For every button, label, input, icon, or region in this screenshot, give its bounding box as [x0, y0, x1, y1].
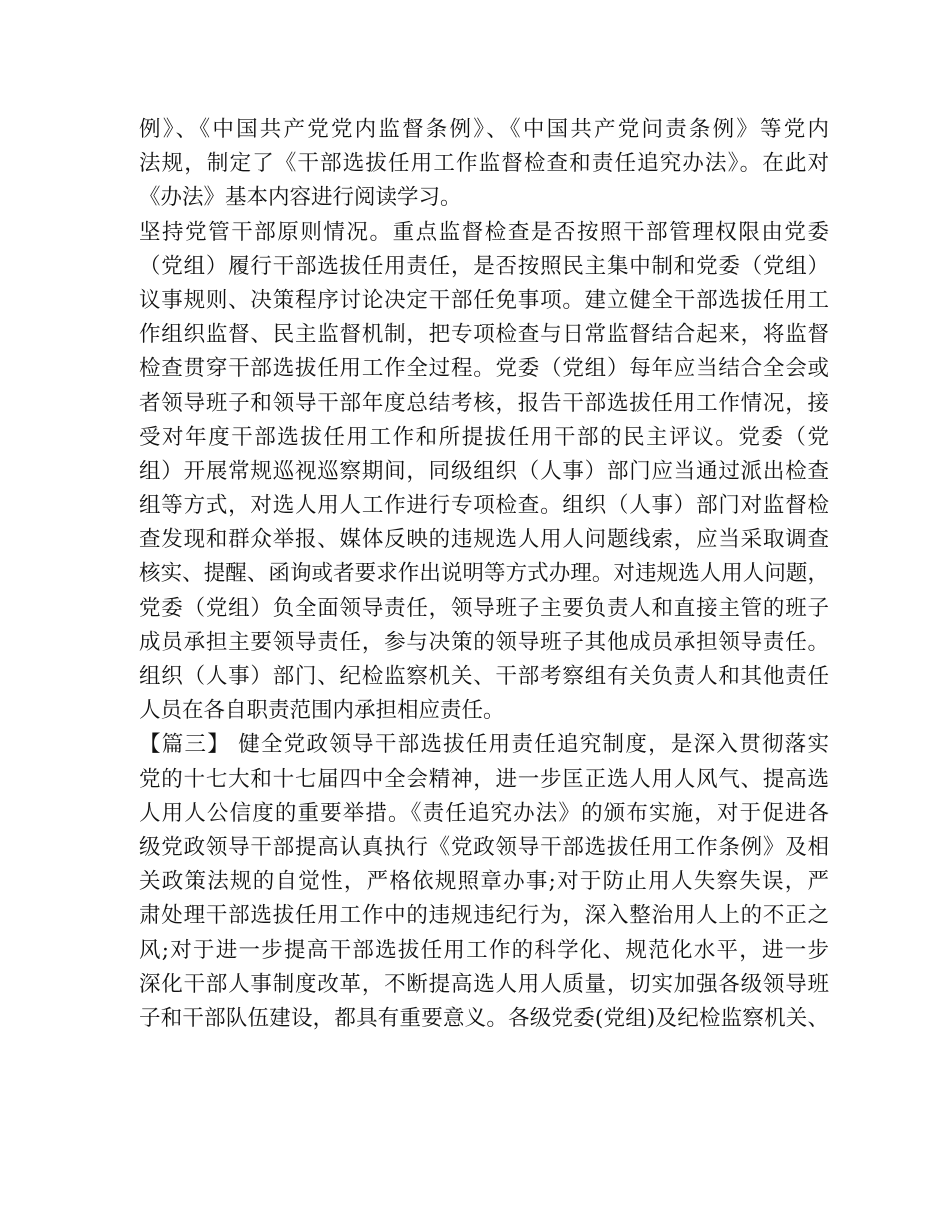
section-heading-line: 【篇三】 健全党政领导干部选拔任用责任追究制度，是深入贯彻落实 — [139, 732, 829, 758]
text-line: 查发现和群众举报、媒体反映的违规选人用人问题线索，应当采取调查 — [139, 527, 829, 553]
text-line: 肃处理干部选拔任用工作中的违规违纪行为，深入整治用人上的不正之 — [139, 903, 829, 929]
text-line: 例》、《中国共产党党内监督条例》、《中国共产党问责条例》等党内 — [139, 117, 829, 142]
text-line: 深化干部人事制度改革，不断提高选人用人质量，切实加强各级领导班 — [139, 971, 829, 997]
text-line: 核实、提醒、函询或者要求作出说明等方式办理。对违规选人用人问题， — [139, 561, 829, 587]
text-line: 级党政领导干部提高认真执行《党政领导干部选拔任用工作条例》及相 — [139, 834, 829, 860]
text-line: 检查贯穿干部选拔任用工作全过程。党委（党组）每年应当结合全会或 — [139, 356, 829, 382]
text-line: 受对年度干部选拔任用工作和所提拔任用干部的民主评议。党委（党 — [139, 424, 829, 450]
text-line: 组等方式，对选人用人工作进行专项检查。组织（人事）部门对监督检 — [139, 493, 829, 519]
text-line: 组）开展常规巡视巡察期间，同级组织（人事）部门应当通过派出检查 — [139, 458, 829, 484]
text-line: （党组）履行干部选拔任用责任，是否按照民主集中制和党委（党组） — [139, 253, 829, 279]
text-line: 成员承担主要领导责任，参与决策的领导班子其他成员承担领导责任。 — [139, 629, 829, 655]
text-line: 者领导班子和领导干部年度总结考核，报告干部选拔任用工作情况，接 — [139, 390, 829, 416]
text-line: 法规，制定了《干部选拔任用工作监督检查和责任追究办法》。在此对 — [139, 151, 829, 177]
text-line: 坚持党管干部原则情况。重点监督检查是否按照干部管理权限由党委 — [139, 219, 829, 245]
text-line: 作组织监督、民主监督机制，把专项检查与日常监督结合起来，将监督 — [139, 322, 829, 348]
body-text — [139, 113, 829, 1036]
text-line: 《办法》基本内容进行阅读学习。 — [139, 185, 462, 211]
text-line: 风;对于进一步提高干部选拔任用工作的科学化、规范化水平，进一步 — [139, 937, 829, 963]
text-line: 人用人公信度的重要举措。《责任追究办法》的颁布实施，对于促进各 — [139, 800, 829, 826]
text-line: 人员在各自职责范围内承担相应责任。 — [139, 698, 505, 724]
text-line: 议事规则、决策程序讨论决定干部任免事项。建立健全干部选拔任用工 — [139, 287, 829, 313]
text-line: 党委（党组）负全面领导责任，领导班子主要负责人和直接主管的班子 — [139, 595, 829, 621]
text-line: 关政策法规的自觉性，严格依规照章办事;对于防止用人失察失误，严 — [139, 869, 829, 895]
text-line: 党的十七大和十七届四中全会精神，进一步匡正选人用人风气、提高选 — [139, 766, 829, 792]
text-line: 子和干部队伍建设，都具有重要意义。各级党委(党组)及纪检监察机关、 — [139, 1005, 829, 1031]
text-line: 组织（人事）部门、纪检监察机关、干部考察组有关负责人和其他责任 — [139, 664, 829, 689]
